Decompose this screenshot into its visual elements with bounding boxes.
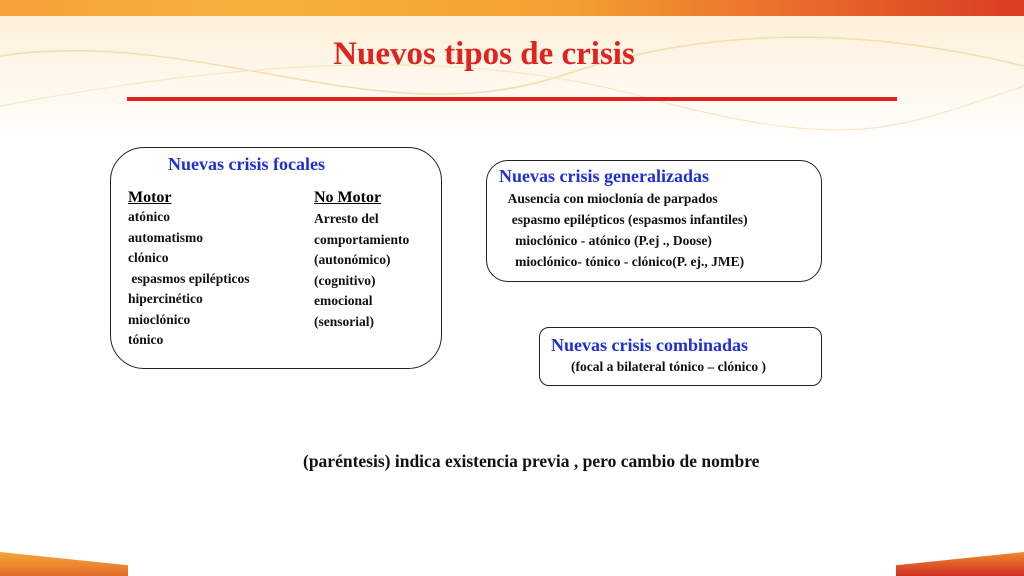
- list-item: hipercinético: [128, 291, 203, 306]
- list-item: atónico: [128, 209, 170, 224]
- focal-heading: Nuevas crisis focales: [168, 154, 325, 174]
- list-item: tónico: [128, 332, 164, 347]
- no-motor-list: [314, 209, 409, 332]
- motor-list: [128, 207, 250, 351]
- list-item: mioclónico- tónico - clónico(P. ej., JME): [505, 254, 745, 269]
- list-item: clónico: [128, 250, 169, 265]
- list-item: espasmos epilépticos: [128, 270, 250, 286]
- footnote: (paréntesis) indica existencia previa , pero cambio de nombre: [303, 451, 760, 471]
- list-item: espasmo epilépticos (espasmos infantiles): [505, 212, 748, 227]
- top-decorative-band: [0, 0, 1024, 16]
- title-underline: [127, 97, 897, 101]
- generalized-list: [505, 188, 748, 272]
- combined-heading: Nuevas crisis combinadas: [551, 335, 749, 355]
- list-item: (cognitivo): [314, 272, 376, 288]
- generalized-heading: Nuevas crisis generalizadas: [499, 166, 709, 186]
- list-item: Ausencia con mioclonía de parpados: [505, 191, 718, 206]
- list-item: comportamiento: [314, 231, 410, 247]
- list-item: emocional: [314, 293, 373, 308]
- list-item: (sensorial): [314, 313, 374, 329]
- list-item: mioclónico: [128, 311, 191, 327]
- combined-detail: (focal a bilateral tónico – clónico ): [571, 359, 766, 374]
- list-item: mioclónico - atónico (P.ej ., Doose): [505, 233, 712, 248]
- no-motor-heading: No Motor: [314, 189, 382, 206]
- list-item: (autonómico): [314, 252, 391, 267]
- list-item: Arresto del: [314, 211, 379, 226]
- list-item: automatismo: [128, 229, 203, 245]
- page-title: Nuevos tipos de crisis: [333, 36, 635, 72]
- motor-heading: Motor: [128, 189, 172, 206]
